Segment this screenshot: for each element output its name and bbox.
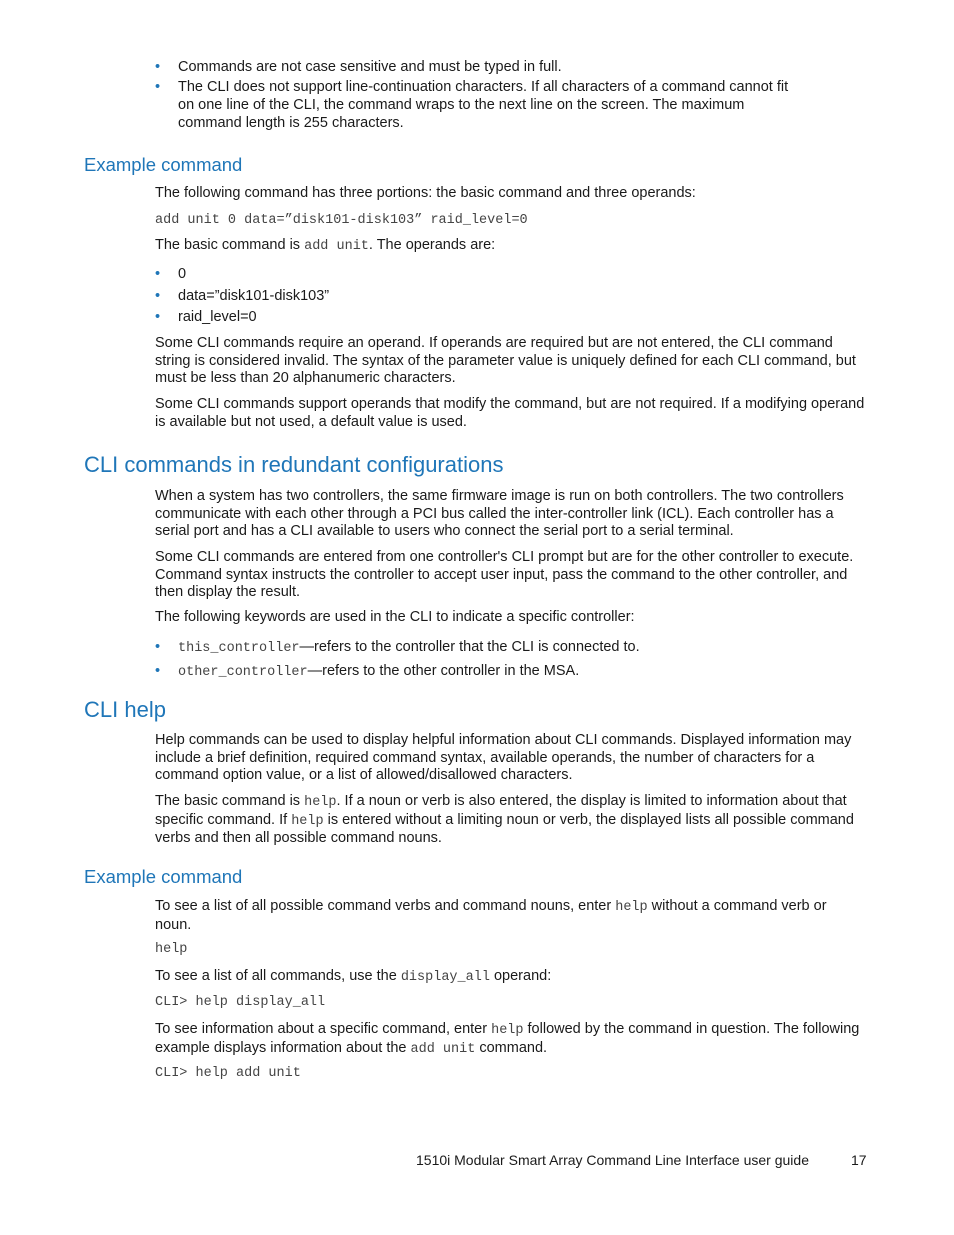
paragraph: To see a list of all commands, use the display_all operand: [155,968,552,985]
list-item: • data=”disk101-disk103” [155,286,855,308]
code-sample: help [155,942,188,957]
list-item: • The CLI does not support line-continuation characters. If all characters of a command cannot fit on one line of the CLI, the command wraps to the next line on the screen. The maximum command length is 255 characters. [155,79,789,131]
bullet-icon: • [155,309,161,325]
code-sample: add unit 0 data=”disk101-disk103” raid_level=0 [155,213,528,228]
list-item: • this_controller—refers to the controller that the CLI is connected to. [155,636,855,660]
paragraph: The basic command is help. If a noun or verb is also entered, the display is limited to information about that specific command. If help is entered without a limiting noun or verb, the displayed lists all possible command verbs and then all possible command nouns. [155,793,854,846]
paragraph: The following command has three portions: the basic command and three operands: [155,185,696,201]
footer-title: 1510i Modular Smart Array Command Line Interface user guide [416,1152,809,1168]
code-sample: CLI> help add unit [155,1066,301,1081]
paragraph: When a system has two controllers, the same firmware image is run on both controllers. The two controllers communicate with each other through a PCI bus called the inter-controller link (ICL). Each controller has a serial port and has a CLI available to users who connect the serial port to a serial terminal. [155,488,844,539]
paragraph: To see a list of all possible command verbs and command nouns, enter help without a command verb or noun. [155,898,827,933]
rules-list [155,58,855,132]
code-sample: CLI> help display_all [155,995,326,1010]
section-heading: Example command [84,154,243,175]
page-number: 17 [851,1152,867,1168]
list-item: • other_controller—refers to the other controller in the MSA. [155,660,855,684]
paragraph: Some CLI commands support operands that modify the command, but are not required. If a modifying operand is available but not used, a default value is used. [155,396,865,430]
bullet-icon: • [155,639,161,655]
paragraph: The following keywords are used in the CLI to indicate a specific controller: [155,609,635,625]
list-item: • raid_level=0 [155,307,855,329]
operands-list [155,264,855,329]
section-heading: CLI commands in redundant configurations [84,452,504,477]
paragraph: Some CLI commands are entered from one controller's CLI prompt but are for the other controller to execute. Command syntax instructs the controller to accept user input, pass the command to the other controller, and then display the result. [155,549,854,600]
paragraph: To see information about a specific command, enter help followed by the command in question. The following example displays information about the add unit command. [155,1021,860,1057]
keywords-list [155,636,855,684]
bullet-icon: • [155,79,161,95]
paragraph: Help commands can be used to display helpful information about CLI commands. Displayed information may include a brief definition, required command syntax, available operands, the number of characters for a command option value, or a list of allowed/disallowed characters. [155,732,852,783]
bullet-icon: • [155,266,161,282]
section-heading: CLI help [84,697,166,722]
bullet-icon: • [155,287,161,304]
paragraph: Some CLI commands require an operand. If operands are required but are not entered, the CLI command string is considered invalid. The syntax of the parameter value is uniquely defined for each CLI command, but must be less than 20 alphanumeric characters. [155,335,856,386]
section-heading: Example command [84,866,243,887]
list-item: • Commands are not case sensitive and must be typed in full. [155,59,562,75]
bullet-icon: • [155,59,161,75]
bullet-icon: • [155,663,161,679]
list-item: • 0 [155,264,855,286]
paragraph: The basic command is add unit. The operands are: [155,237,496,254]
